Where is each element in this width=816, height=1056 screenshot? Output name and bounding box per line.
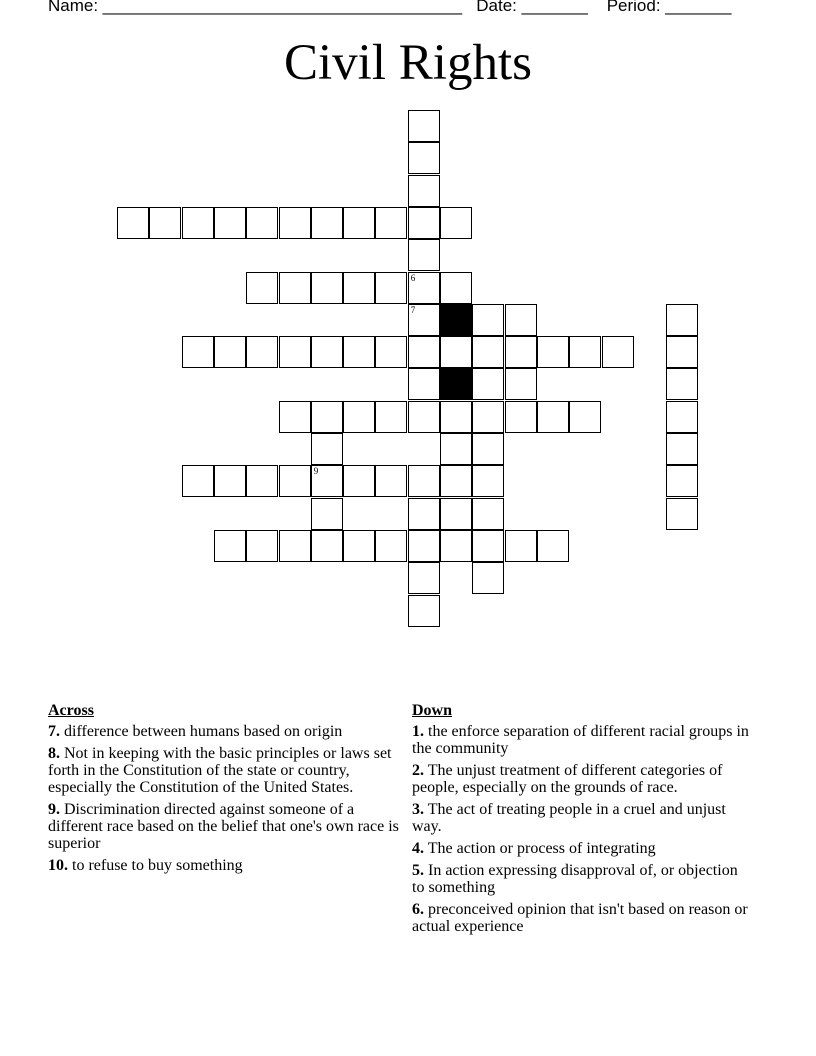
across-clue [48,857,404,874]
down-clue [412,862,752,896]
grid-cell[interactable] [472,304,504,336]
grid-cell[interactable] [505,530,537,562]
grid-cell[interactable] [311,465,343,497]
grid-cell[interactable] [343,207,375,239]
grid-cell[interactable] [375,530,407,562]
down-clue [412,762,752,796]
grid-cell[interactable] [214,530,246,562]
grid-cell[interactable] [408,142,440,174]
grid-cell[interactable] [311,272,343,304]
grid-cell[interactable] [472,368,504,400]
grid-cell[interactable] [375,336,407,368]
clue-text: Discrimination directed against someone of a different race based on the belief that one's own race is superior [48,801,399,852]
grid-cell[interactable] [375,272,407,304]
grid-cell[interactable] [408,207,440,239]
grid-cell[interactable] [666,401,698,433]
grid-cell[interactable] [505,336,537,368]
clue-text: Not in keeping with the basic principles or laws set forth in the Constitution of the state or country, especially the Constitution of the United States. [48,745,392,796]
grid-cell[interactable] [472,530,504,562]
grid-cell[interactable] [375,207,407,239]
grid-cell[interactable] [602,336,634,368]
grid-cell[interactable] [440,465,472,497]
grid-cell[interactable] [408,368,440,400]
grid-cell[interactable] [149,207,181,239]
grid-cell[interactable] [246,530,278,562]
grid-cell[interactable] [505,368,537,400]
grid-cell[interactable] [182,336,214,368]
grid-cell[interactable] [279,465,311,497]
clue-num: 5. [412,862,424,879]
grid-cell[interactable] [537,401,569,433]
clue-num: 8. [48,745,60,762]
grid-cell[interactable] [666,336,698,368]
grid-cell[interactable] [246,336,278,368]
clue-text: preconceived opinion that isn't based on reason or actual experience [412,901,748,935]
grid-cell[interactable] [343,336,375,368]
grid-cell[interactable] [440,498,472,530]
grid-cell[interactable] [375,401,407,433]
clue-text: the enforce separation of different racial groups in the community [412,723,749,757]
grid-cell[interactable] [311,336,343,368]
down-clue [412,801,752,835]
grid-cell[interactable] [343,465,375,497]
across-clue-list [48,723,404,874]
clue-num: 7. [48,723,60,740]
grid-cell[interactable] [408,562,440,594]
grid-cell[interactable] [182,207,214,239]
down-clue-list [412,723,752,935]
grid-cell[interactable] [279,530,311,562]
grid-cell[interactable] [214,207,246,239]
grid-cell[interactable] [472,465,504,497]
grid-cell[interactable] [408,401,440,433]
grid-cell[interactable] [505,304,537,336]
grid-cell[interactable] [408,498,440,530]
grid-cell[interactable] [408,595,440,627]
page-title: Civil Rights [284,35,532,91]
clue-number: 7 [410,304,416,315]
grid-cell[interactable] [182,465,214,497]
grid-cell[interactable] [408,239,440,271]
clue-num: 4. [412,840,424,857]
clue-num: 10. [48,857,68,874]
grid-cell[interactable] [440,433,472,465]
grid-cell[interactable] [666,465,698,497]
grid-cell[interactable] [440,272,472,304]
grid-cell[interactable] [472,562,504,594]
grid-cell[interactable] [311,401,343,433]
grid-cell[interactable] [408,110,440,142]
down-clues [412,702,752,940]
down-heading: Down [412,702,453,719]
grid-cell[interactable] [408,530,440,562]
grid-cell[interactable] [311,207,343,239]
clue-num: 1. [412,723,424,740]
grid-cell-blocked [440,368,472,400]
clue-text: The action or process of integrating [424,840,656,857]
grid-cell[interactable] [472,433,504,465]
grid-cell[interactable] [440,401,472,433]
grid-cell[interactable] [343,272,375,304]
grid-cell[interactable] [537,336,569,368]
grid-cell[interactable] [472,401,504,433]
grid-cell[interactable] [666,304,698,336]
grid-cell[interactable] [311,498,343,530]
grid-cell[interactable] [537,530,569,562]
across-clue [48,745,404,796]
grid-cell[interactable] [666,368,698,400]
grid-cell[interactable] [569,336,601,368]
clue-number: 9 [313,466,319,477]
down-clue [412,901,752,935]
grid-cell[interactable] [666,498,698,530]
across-clues [48,702,404,879]
grid-cell[interactable] [408,336,440,368]
grid-cell[interactable] [246,465,278,497]
grid-cell[interactable] [246,207,278,239]
grid-cell[interactable] [214,465,246,497]
clue-text: The act of treating people in a cruel and unjust way. [412,801,726,835]
grid-cell[interactable] [408,465,440,497]
clue-text: In action expressing disapproval of, or objection to something [412,862,738,896]
clue-num: 6. [412,901,424,918]
grid-cell[interactable] [117,207,149,239]
grid-cell[interactable] [311,530,343,562]
grid-cell[interactable] [311,433,343,465]
grid-cell[interactable] [375,465,407,497]
grid-cell[interactable] [440,336,472,368]
grid-cell[interactable] [440,530,472,562]
down-clue [412,723,752,757]
grid-cell[interactable] [279,207,311,239]
grid-cell[interactable] [343,401,375,433]
clue-text: The unjust treatment of different categories of people, especially on the grounds of race. [412,762,723,796]
clue-text: difference between humans based on origin [60,723,343,740]
date-field[interactable]: Date: _______ [476,0,588,15]
clue-number: 6 [410,272,416,283]
grid-cell[interactable] [408,175,440,207]
grid-cell[interactable] [472,336,504,368]
grid-cell[interactable] [408,304,440,336]
grid-cell[interactable] [440,207,472,239]
across-clue [48,723,404,740]
grid-cell[interactable] [279,401,311,433]
grid-cell[interactable] [569,401,601,433]
period-field[interactable]: Period: _______ [606,0,732,15]
grid-cell-blocked [440,304,472,336]
grid-cell[interactable] [666,433,698,465]
across-clue [48,801,404,852]
clue-num: 3. [412,801,424,818]
down-clue [412,840,752,857]
grid-cell[interactable] [214,336,246,368]
grid-cell[interactable] [279,272,311,304]
grid-cell[interactable] [505,401,537,433]
name-field[interactable]: Name: ______________________________________ [48,0,463,15]
grid-cell[interactable] [408,272,440,304]
grid-cell[interactable] [472,498,504,530]
grid-cell[interactable] [279,336,311,368]
grid-cell[interactable] [246,272,278,304]
clue-text: to refuse to buy something [68,857,243,874]
clue-num: 9. [48,801,60,818]
grid-cell[interactable] [343,530,375,562]
across-heading: Across [48,702,94,719]
clue-num: 2. [412,762,424,779]
